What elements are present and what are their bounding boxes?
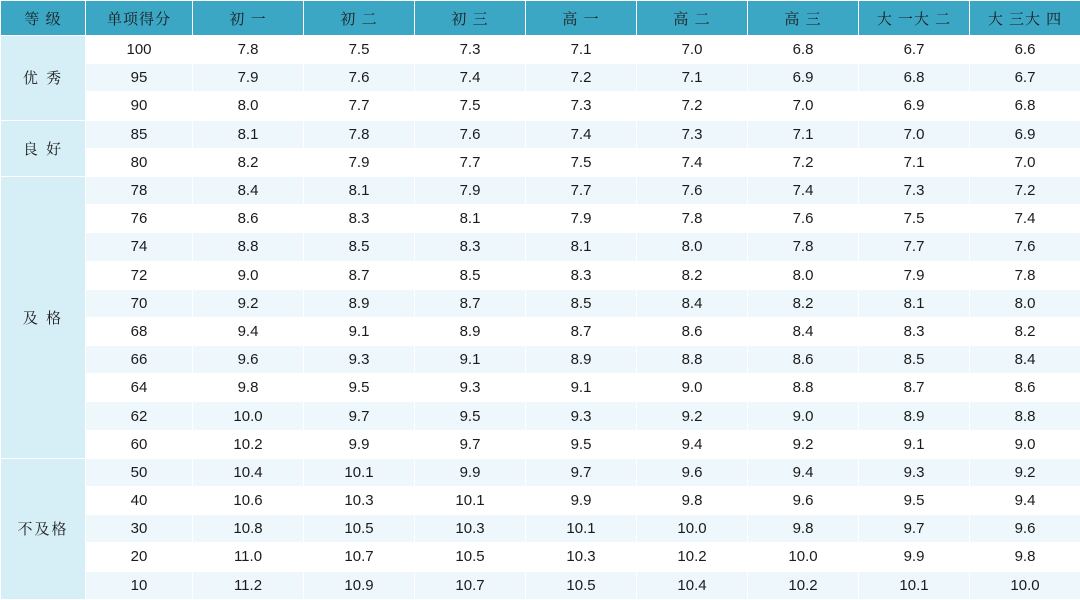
value-cell: 10.1 [415,487,526,515]
value-cell: 7.5 [415,92,526,120]
value-cell: 7.2 [970,176,1080,204]
value-cell: 8.9 [526,346,637,374]
value-cell: 8.4 [970,346,1080,374]
value-cell: 6.7 [859,36,970,64]
value-cell: 10.3 [415,515,526,543]
table-row [1,571,1080,599]
value-cell: 9.5 [859,487,970,515]
grade-cell: 及 格 [1,176,86,458]
header-item-score: 单项得分 [86,1,193,36]
value-cell: 8.4 [193,176,304,204]
item-score-cell: 20 [86,543,193,571]
item-score-cell: 78 [86,176,193,204]
item-score-cell: 100 [86,36,193,64]
value-cell: 7.9 [859,261,970,289]
value-cell: 7.6 [415,120,526,148]
value-cell: 7.1 [748,120,859,148]
value-cell: 7.8 [304,120,415,148]
value-cell: 7.3 [415,36,526,64]
table-header [1,1,1080,36]
value-cell: 9.2 [970,458,1080,486]
value-cell: 9.7 [859,515,970,543]
value-cell: 7.2 [637,92,748,120]
value-cell: 7.6 [304,64,415,92]
value-cell: 7.7 [415,148,526,176]
value-cell: 8.9 [859,402,970,430]
table-row [1,36,1080,64]
value-cell: 9.4 [970,487,1080,515]
value-cell: 9.1 [304,317,415,345]
item-score-cell: 62 [86,402,193,430]
table-row [1,487,1080,515]
value-cell: 8.6 [193,205,304,233]
value-cell: 9.9 [304,430,415,458]
value-cell: 8.7 [304,261,415,289]
value-cell: 8.9 [304,289,415,317]
value-cell: 10.1 [526,515,637,543]
value-cell: 10.3 [304,487,415,515]
value-cell: 7.9 [193,64,304,92]
value-cell: 7.0 [637,36,748,64]
value-cell: 8.1 [193,120,304,148]
value-cell: 6.8 [859,64,970,92]
value-cell: 10.4 [193,458,304,486]
value-cell: 9.7 [415,430,526,458]
value-cell: 10.7 [304,543,415,571]
table-row [1,176,1080,204]
header-grade-college-3-4: 大 三大 四 [970,1,1080,36]
value-cell: 6.9 [970,120,1080,148]
value-cell: 8.3 [526,261,637,289]
value-cell: 10.6 [193,487,304,515]
value-cell: 11.2 [193,571,304,599]
value-cell: 9.8 [970,543,1080,571]
table-row [1,402,1080,430]
value-cell: 8.8 [748,374,859,402]
header-grade-senior-2: 高 二 [637,1,748,36]
value-cell: 7.8 [970,261,1080,289]
item-score-cell: 85 [86,120,193,148]
value-cell: 8.1 [304,176,415,204]
value-cell: 9.2 [637,402,748,430]
item-score-cell: 72 [86,261,193,289]
value-cell: 10.1 [304,458,415,486]
value-cell: 8.3 [304,205,415,233]
value-cell: 9.7 [304,402,415,430]
value-cell: 8.6 [970,374,1080,402]
value-cell: 8.7 [526,317,637,345]
item-score-cell: 10 [86,571,193,599]
table-row [1,346,1080,374]
value-cell: 8.0 [748,261,859,289]
value-cell: 7.0 [748,92,859,120]
table-row [1,205,1080,233]
value-cell: 11.0 [193,543,304,571]
value-cell: 9.7 [526,458,637,486]
header-grade-junior-3: 初 三 [415,1,526,36]
value-cell: 9.6 [970,515,1080,543]
value-cell: 9.0 [748,402,859,430]
value-cell: 7.0 [970,148,1080,176]
value-cell: 8.1 [859,289,970,317]
table-row [1,148,1080,176]
table-row [1,515,1080,543]
value-cell: 10.1 [859,571,970,599]
value-cell: 8.8 [970,402,1080,430]
value-cell: 9.9 [415,458,526,486]
header-grade-junior-1: 初 一 [193,1,304,36]
value-cell: 9.6 [748,487,859,515]
table-row [1,289,1080,317]
value-cell: 9.1 [859,430,970,458]
value-cell: 10.0 [748,543,859,571]
value-cell: 7.3 [859,176,970,204]
value-cell: 7.7 [304,92,415,120]
value-cell: 8.2 [970,317,1080,345]
value-cell: 7.7 [526,176,637,204]
value-cell: 7.5 [304,36,415,64]
value-cell: 8.3 [415,233,526,261]
table-row [1,233,1080,261]
value-cell: 9.5 [415,402,526,430]
value-cell: 7.0 [859,120,970,148]
grade-cell: 良 好 [1,120,86,176]
value-cell: 7.2 [526,64,637,92]
value-cell: 8.9 [415,317,526,345]
item-score-cell: 80 [86,148,193,176]
value-cell: 7.9 [526,205,637,233]
value-cell: 9.3 [859,458,970,486]
value-cell: 7.9 [304,148,415,176]
value-cell: 7.4 [970,205,1080,233]
item-score-cell: 68 [86,317,193,345]
value-cell: 7.5 [526,148,637,176]
value-cell: 10.5 [304,515,415,543]
value-cell: 9.2 [748,430,859,458]
table-body [1,36,1080,600]
value-cell: 7.7 [859,233,970,261]
value-cell: 7.4 [415,64,526,92]
header-grade-junior-2: 初 二 [304,1,415,36]
value-cell: 10.4 [637,571,748,599]
value-cell: 10.2 [637,543,748,571]
value-cell: 7.4 [637,148,748,176]
value-cell: 8.6 [637,317,748,345]
value-cell: 9.6 [637,458,748,486]
value-cell: 8.4 [637,289,748,317]
value-cell: 9.4 [637,430,748,458]
value-cell: 8.0 [970,289,1080,317]
value-cell: 6.7 [970,64,1080,92]
value-cell: 8.4 [748,317,859,345]
value-cell: 8.8 [637,346,748,374]
value-cell: 9.4 [193,317,304,345]
value-cell: 7.1 [526,36,637,64]
value-cell: 8.5 [415,261,526,289]
value-cell: 8.7 [859,374,970,402]
value-cell: 9.0 [970,430,1080,458]
value-cell: 8.5 [526,289,637,317]
item-score-cell: 64 [86,374,193,402]
item-score-cell: 76 [86,205,193,233]
item-score-cell: 30 [86,515,193,543]
value-cell: 7.6 [970,233,1080,261]
value-cell: 8.6 [748,346,859,374]
table-row [1,92,1080,120]
value-cell: 9.9 [526,487,637,515]
value-cell: 9.1 [415,346,526,374]
table-row [1,543,1080,571]
value-cell: 8.7 [415,289,526,317]
header-grade-college-1-2: 大 一大 二 [859,1,970,36]
grade-cell: 优 秀 [1,36,86,121]
value-cell: 7.5 [859,205,970,233]
value-cell: 8.2 [193,148,304,176]
value-cell: 8.8 [193,233,304,261]
value-cell: 7.4 [748,176,859,204]
value-cell: 10.0 [193,402,304,430]
value-cell: 9.2 [193,289,304,317]
value-cell: 8.0 [637,233,748,261]
value-cell: 9.9 [859,543,970,571]
value-cell: 7.3 [637,120,748,148]
value-cell: 9.3 [526,402,637,430]
grade-cell: 不及格 [1,458,86,599]
value-cell: 8.2 [637,261,748,289]
item-score-cell: 40 [86,487,193,515]
value-cell: 10.5 [415,543,526,571]
value-cell: 9.0 [193,261,304,289]
item-score-cell: 70 [86,289,193,317]
value-cell: 7.8 [637,205,748,233]
value-cell: 6.9 [859,92,970,120]
value-cell: 7.1 [859,148,970,176]
value-cell: 10.7 [415,571,526,599]
value-cell: 9.5 [304,374,415,402]
value-cell: 10.0 [637,515,748,543]
table-row [1,374,1080,402]
table-row [1,120,1080,148]
value-cell: 9.8 [748,515,859,543]
table-row [1,261,1080,289]
value-cell: 8.3 [859,317,970,345]
value-cell: 9.1 [526,374,637,402]
table-header-row [1,1,1080,36]
value-cell: 9.6 [193,346,304,374]
item-score-cell: 90 [86,92,193,120]
header-grade-senior-1: 高 一 [526,1,637,36]
value-cell: 10.9 [304,571,415,599]
table-row [1,317,1080,345]
value-cell: 8.1 [415,205,526,233]
value-cell: 10.5 [526,571,637,599]
table-row [1,430,1080,458]
item-score-cell: 50 [86,458,193,486]
table-row [1,64,1080,92]
value-cell: 10.0 [970,571,1080,599]
value-cell: 7.1 [637,64,748,92]
value-cell: 7.8 [193,36,304,64]
value-cell: 7.4 [526,120,637,148]
item-score-cell: 74 [86,233,193,261]
value-cell: 7.2 [748,148,859,176]
value-cell: 9.4 [748,458,859,486]
value-cell: 9.3 [415,374,526,402]
value-cell: 7.3 [526,92,637,120]
value-cell: 8.2 [748,289,859,317]
item-score-cell: 60 [86,430,193,458]
value-cell: 10.3 [526,543,637,571]
value-cell: 6.8 [970,92,1080,120]
value-cell: 7.9 [415,176,526,204]
header-grade-senior-3: 高 三 [748,1,859,36]
value-cell: 7.6 [748,205,859,233]
value-cell: 6.6 [970,36,1080,64]
value-cell: 7.8 [748,233,859,261]
value-cell: 9.0 [637,374,748,402]
item-score-cell: 66 [86,346,193,374]
value-cell: 6.9 [748,64,859,92]
value-cell: 10.2 [193,430,304,458]
value-cell: 8.0 [193,92,304,120]
value-cell: 7.6 [637,176,748,204]
value-cell: 6.8 [748,36,859,64]
value-cell: 9.8 [637,487,748,515]
value-cell: 9.5 [526,430,637,458]
value-cell: 10.8 [193,515,304,543]
value-cell: 8.5 [859,346,970,374]
value-cell: 10.2 [748,571,859,599]
item-score-cell: 95 [86,64,193,92]
value-cell: 9.8 [193,374,304,402]
table-row [1,458,1080,486]
value-cell: 8.1 [526,233,637,261]
header-grade: 等 级 [1,1,86,36]
value-cell: 9.3 [304,346,415,374]
value-cell: 8.5 [304,233,415,261]
